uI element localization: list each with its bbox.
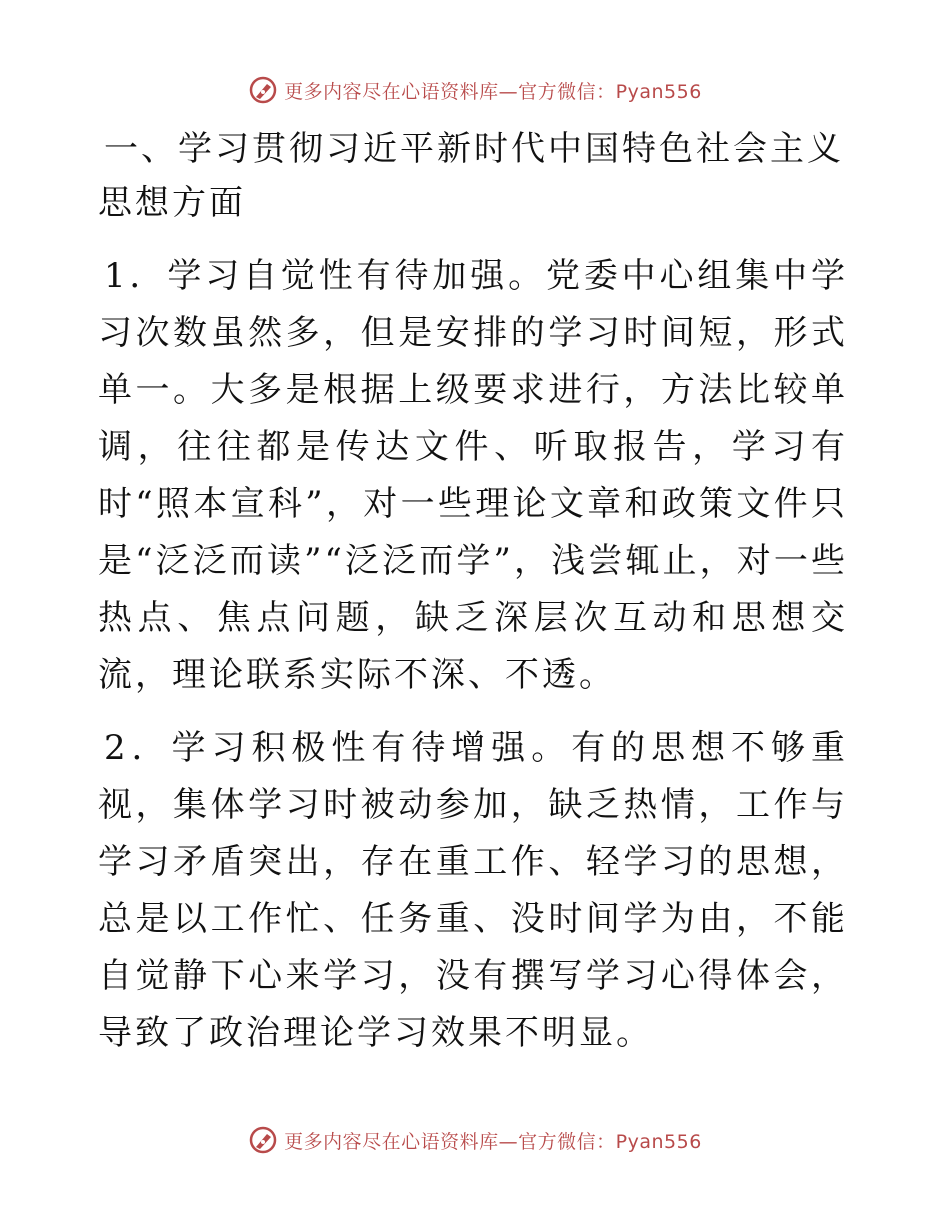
paragraph-1: 1．学习自觉性有待加强。党委中心组集中学习次数虽然多，但是安排的学习时间短，形式单一。大多是根据上级要求进行，方法比较单调，往往都是传达文件、听取报告，学习有时“照本宣科”，对一些理论文章和政策文件只是“泛泛而读”“泛泛而学”，浅尝辄止，对一些热点、焦点问题，缺乏深层次互动和思想交流，理论联系实际不深、不透。 — [98, 256, 848, 695]
header-watermark-text: 更多内容尽在心语资料库—官方微信：Pyan556 — [284, 80, 702, 103]
header-watermark-banner — [0, 70, 950, 110]
section-heading: 一、学习贯彻习近平新时代中国特色社会主义思想方面 — [98, 129, 844, 223]
paragraph-2: 2．学习积极性有待增强。有的思想不够重视，集体学习时被动参加，缺乏热情，工作与学习矛盾突出，存在重工作、轻学习的思想，总是以工作忙、任务重、没时间学为由，不能自觉静下心来学习，没有撰写学习心得体会，导致了政治理论学习效果不明显。 — [98, 728, 848, 1053]
footer-watermark-text: 更多内容尽在心语资料库—官方微信：Pyan556 — [284, 1130, 702, 1153]
pen-nib-logo-icon — [248, 1125, 278, 1155]
document-body — [98, 122, 848, 1078]
pen-nib-logo-icon — [248, 75, 278, 105]
footer-watermark-banner — [0, 1120, 950, 1160]
